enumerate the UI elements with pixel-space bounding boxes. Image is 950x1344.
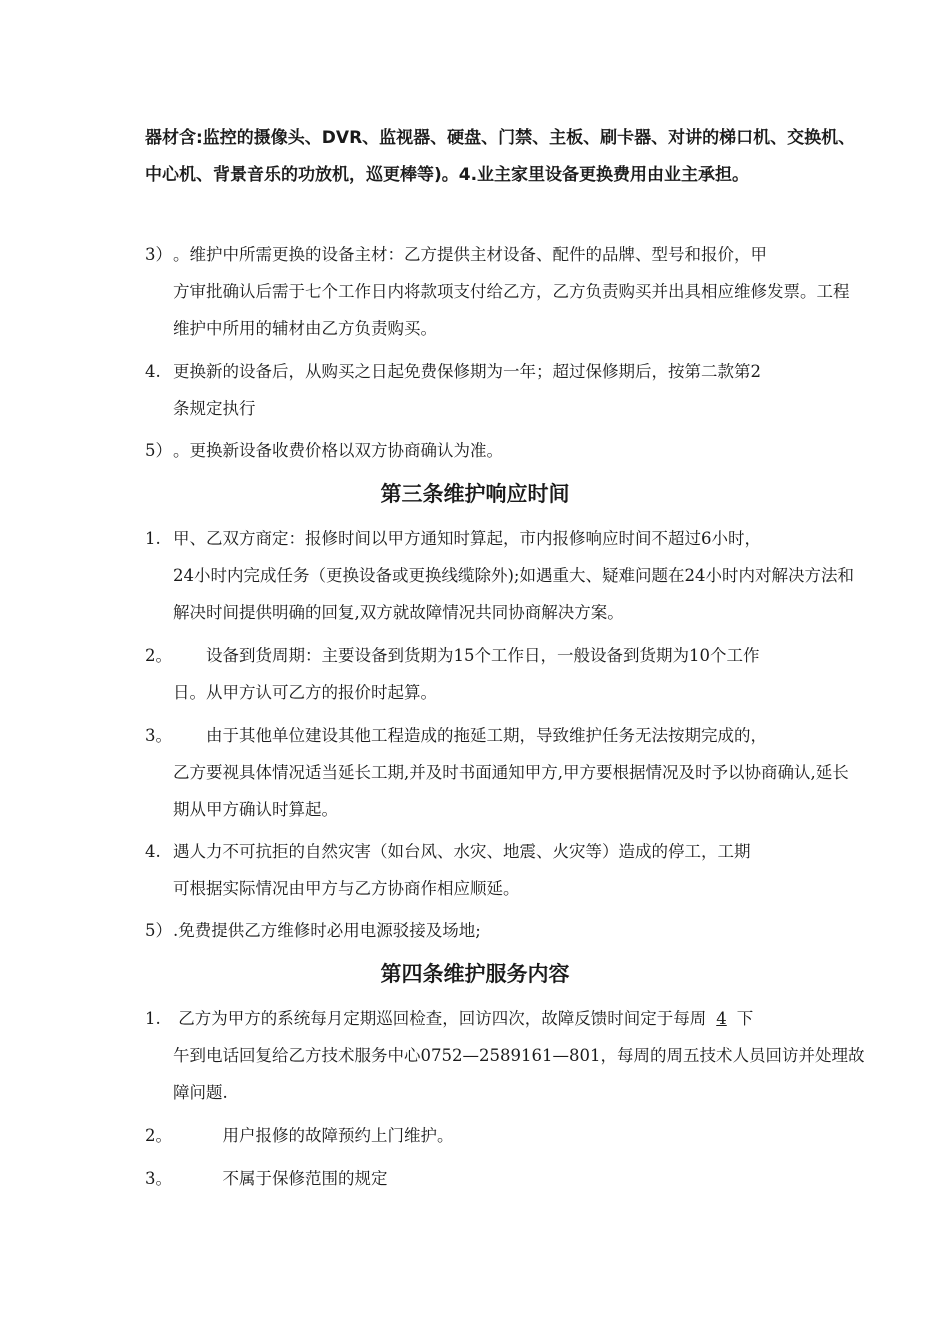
item-text-first-line: 更换新的设备后，从购买之日起免费保修期为一年；超过保修期后，按第二款第2 [173, 362, 761, 381]
underlined-day-value: 4 [716, 1009, 727, 1028]
item-text-before: 乙方为甲方的系统每月定期巡回检查，回访四次，故障反馈时间定于每周 [173, 1009, 707, 1028]
item-text-continuation: 可根据实际情况由甲方与乙方协商作相应顺延。 [173, 879, 520, 898]
list-item [145, 912, 865, 949]
list-item [145, 236, 865, 347]
section-3-heading: 第三条维护响应时间 [380, 482, 570, 506]
item-text-continuation: 乙方要视具体情况适当延长工期,并及时书面通知甲方,甲方要根据情况及时予以协商确认,延长期从甲方确认时算起。 [173, 763, 849, 819]
item-text-first-line [173, 1009, 753, 1028]
item-number: 2。 [145, 646, 172, 665]
list-item [145, 637, 865, 711]
item-text-first-line: 由于其他单位建设其他工程造成的拖延工期，导致维护任务无法按期完成的， [173, 726, 767, 745]
item-number: 1. [145, 1009, 161, 1028]
list-item [145, 1160, 865, 1197]
item-number: 5） [145, 921, 172, 940]
item-text-continuation: 午到电话回复给乙方技术服务中心0752—2589161—801，每周的周五技术人员回访并处理故障问题. [173, 1046, 865, 1102]
intro-bold-paragraph: 器材含:监控的摄像头、DVR、监视器、硬盘、门禁、主板、刷卡器、对讲的梯口机、交换机、中心机、背景音乐的功放机，巡更棒等)。4.业主家里设备更换费用由业主承担。 [145, 128, 856, 185]
item-number: 2。 [145, 1126, 172, 1145]
item-text: 不属于保修范围的规定 [173, 1169, 388, 1188]
list-item [145, 432, 865, 469]
item-text-first-line: 甲、乙双方商定：报修时间以甲方通知时算起，市内报修响应时间不超过6小时， [173, 529, 761, 548]
item-number: 4. [145, 842, 161, 861]
item-number: 1. [145, 529, 161, 548]
item-text-first-line: 。维护中所需更换的设备主材：乙方提供主材设备、配件的品牌、型号和报价，甲 [173, 245, 767, 264]
item-number: 3。 [145, 1169, 172, 1188]
item-text-continuation: 条规定执行 [173, 399, 256, 418]
list-item [145, 1000, 865, 1111]
list-item [145, 833, 865, 907]
list-item [145, 353, 865, 427]
item-text-after: 下 [736, 1009, 754, 1028]
item-number: 5） [145, 441, 172, 460]
item-text-continuation: 24小时内完成任务（更换设备或更换线缆除外);如遇重大、疑难问题在24小时内对解决方法和解决时间提供明确的回复,双方就故障情况共同协商解决方案。 [173, 566, 854, 622]
item-text-first-line: 。更换新设备收费价格以双方协商确认为准。 [173, 441, 503, 460]
item-number: 3。 [145, 726, 172, 745]
item-text-first-line: 设备到货周期：主要设备到货期为15个工作日，一般设备到货期为10个工作 [173, 646, 760, 665]
item-text-first-line: 遇人力不可抗拒的自然灾害（如台风、水灾、地震、火灾等）造成的停工，工期 [173, 842, 751, 861]
item-text-first-line: .免费提供乙方维修时必用电源驳接及场地; [173, 921, 481, 940]
item-text: 用户报修的故障预约上门维护。 [173, 1126, 454, 1145]
list-item [145, 1117, 865, 1154]
section-4-heading: 第四条维护服务内容 [380, 962, 570, 986]
item-text-continuation: 方审批确认后需于七个工作日内将款项支付给乙方，乙方负责购买并出具相应维修发票。工程维护中所用的辅材由乙方负责购买。 [173, 282, 850, 338]
item-text-continuation: 日。从甲方认可乙方的报价时起算。 [173, 683, 437, 702]
item-number: 4. [145, 362, 161, 381]
list-item [145, 520, 865, 631]
item-number: 3） [145, 245, 172, 264]
list-item [145, 717, 865, 828]
